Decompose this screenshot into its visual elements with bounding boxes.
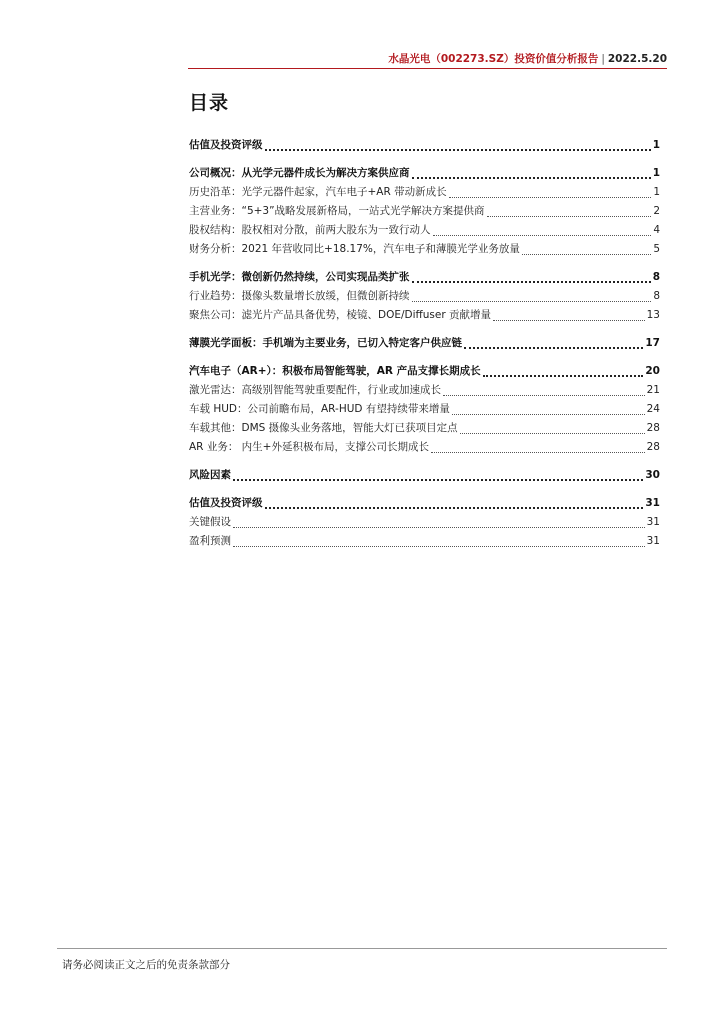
toc-entry-page-number: 2	[653, 205, 660, 217]
header-divider	[188, 68, 667, 69]
toc-leader-dots	[483, 374, 644, 377]
toc-section-entry[interactable]	[189, 495, 660, 514]
toc-entry-page-number: 28	[646, 422, 660, 434]
toc-leader-dots	[431, 451, 645, 453]
toc-entry-page-number: 1	[652, 167, 660, 179]
toc-entry-page-number: 21	[646, 384, 660, 396]
toc-entry-label: 薄膜光学面板：手机端为主要业务，已切入特定客户供应链	[189, 337, 462, 349]
toc-group	[189, 495, 660, 552]
toc-subsection-entry[interactable]	[189, 439, 660, 458]
toc-leader-dots	[265, 148, 651, 151]
toc-entry-label: 估值及投资评级	[189, 139, 263, 151]
toc-leader-dots	[449, 196, 652, 198]
toc-section-entry[interactable]	[189, 335, 660, 354]
toc-entry-label: 车载 HUD：公司前瞻布局，AR-HUD 有望持续带来增量	[189, 403, 450, 415]
toc-leader-dots	[433, 234, 652, 236]
toc-group	[189, 335, 660, 354]
toc-subsection-entry[interactable]	[189, 288, 660, 307]
toc-entry-label: 主营业务：“5+3”战略发展新格局，一站式光学解决方案提供商	[189, 205, 485, 217]
toc-entry-label: 车载其他：DMS 摄像头业务落地，智能大灯已获项目定点	[189, 422, 458, 434]
toc-leader-dots	[487, 215, 652, 217]
table-of-contents	[189, 137, 660, 561]
toc-entry-page-number: 31	[646, 516, 660, 528]
footer-disclaimer: 请务必阅读正文之后的免责条款部分	[62, 959, 230, 971]
toc-leader-dots	[452, 413, 645, 415]
toc-section-entry[interactable]	[189, 137, 660, 156]
toc-entry-page-number: 31	[646, 535, 660, 547]
toc-leader-dots	[265, 506, 644, 509]
page-title: 目录	[189, 92, 230, 114]
toc-entry-label: 风险因素	[189, 469, 231, 481]
toc-leader-dots	[412, 300, 652, 302]
toc-subsection-entry[interactable]	[189, 222, 660, 241]
toc-leader-dots	[522, 253, 651, 255]
report-title: 水晶光电（002273.SZ）投资价值分析报告	[388, 53, 599, 65]
toc-entry-page-number: 8	[652, 271, 660, 283]
toc-entry-page-number: 13	[646, 309, 660, 321]
toc-subsection-entry[interactable]	[189, 533, 660, 552]
toc-subsection-entry[interactable]	[189, 184, 660, 203]
toc-section-entry[interactable]	[189, 363, 660, 382]
toc-entry-page-number: 31	[645, 497, 660, 509]
toc-entry-label: 估值及投资评级	[189, 497, 263, 509]
toc-subsection-entry[interactable]	[189, 382, 660, 401]
toc-leader-dots	[412, 176, 651, 179]
toc-leader-dots	[464, 346, 643, 349]
toc-group	[189, 363, 660, 458]
toc-entry-page-number: 5	[653, 243, 660, 255]
toc-subsection-entry[interactable]	[189, 307, 660, 326]
header-separator: |	[601, 53, 605, 65]
toc-entry-label: 历史沿革：光学元器件起家，汽车电子+AR 带动新成长	[189, 186, 447, 198]
footer-divider	[57, 948, 667, 949]
toc-entry-label: 股权结构：股权相对分散，前两大股东为一致行动人	[189, 224, 431, 236]
toc-entry-page-number: 28	[646, 441, 660, 453]
toc-subsection-entry[interactable]	[189, 514, 660, 533]
toc-entry-label: 财务分析：2021 年营收同比+18.17%，汽车电子和薄膜光学业务放量	[189, 243, 520, 255]
toc-section-entry[interactable]	[189, 165, 660, 184]
toc-group	[189, 467, 660, 486]
toc-entry-label: 汽车电子（AR+）：积极布局智能驾驶，AR 产品支撑长期成长	[189, 365, 481, 377]
toc-entry-label: 公司概况：从光学元器件成长为解决方案供应商	[189, 167, 410, 179]
toc-entry-page-number: 8	[653, 290, 660, 302]
report-header	[388, 51, 667, 66]
toc-leader-dots	[443, 394, 645, 396]
toc-entry-label: AR 业务： 内生+外延积极布局，支撑公司长期成长	[189, 441, 429, 453]
toc-subsection-entry[interactable]	[189, 420, 660, 439]
toc-leader-dots	[412, 280, 651, 283]
toc-section-entry[interactable]	[189, 269, 660, 288]
toc-leader-dots	[493, 319, 645, 321]
toc-section-entry[interactable]	[189, 467, 660, 486]
toc-leader-dots	[233, 478, 643, 481]
toc-leader-dots	[233, 545, 645, 547]
toc-entry-page-number: 30	[645, 469, 660, 481]
toc-entry-page-number: 17	[645, 337, 660, 349]
toc-entry-page-number: 4	[653, 224, 660, 236]
toc-entry-label: 关键假设	[189, 516, 231, 528]
toc-entry-label: 聚焦公司：滤光片产品具备优势，棱镜、DOE/Diffuser 贡献增量	[189, 309, 491, 321]
toc-entry-page-number: 1	[653, 186, 660, 198]
toc-entry-label: 行业趋势：摄像头数量增长放缓，但微创新持续	[189, 290, 410, 302]
toc-entry-page-number: 20	[645, 365, 660, 377]
toc-entry-label: 激光雷达：高级别智能驾驶重要配件，行业或加速成长	[189, 384, 441, 396]
toc-subsection-entry[interactable]	[189, 203, 660, 222]
toc-subsection-entry[interactable]	[189, 241, 660, 260]
toc-entry-label: 盈利预测	[189, 535, 231, 547]
report-date: 2022.5.20	[607, 53, 667, 65]
toc-leader-dots	[233, 526, 645, 528]
toc-group	[189, 269, 660, 326]
toc-subsection-entry[interactable]	[189, 401, 660, 420]
toc-entry-label: 手机光学：微创新仍然持续，公司实现品类扩张	[189, 271, 410, 283]
toc-group	[189, 137, 660, 156]
toc-leader-dots	[460, 432, 645, 434]
toc-entry-page-number: 24	[646, 403, 660, 415]
toc-entry-page-number: 1	[652, 139, 660, 151]
toc-group	[189, 165, 660, 260]
